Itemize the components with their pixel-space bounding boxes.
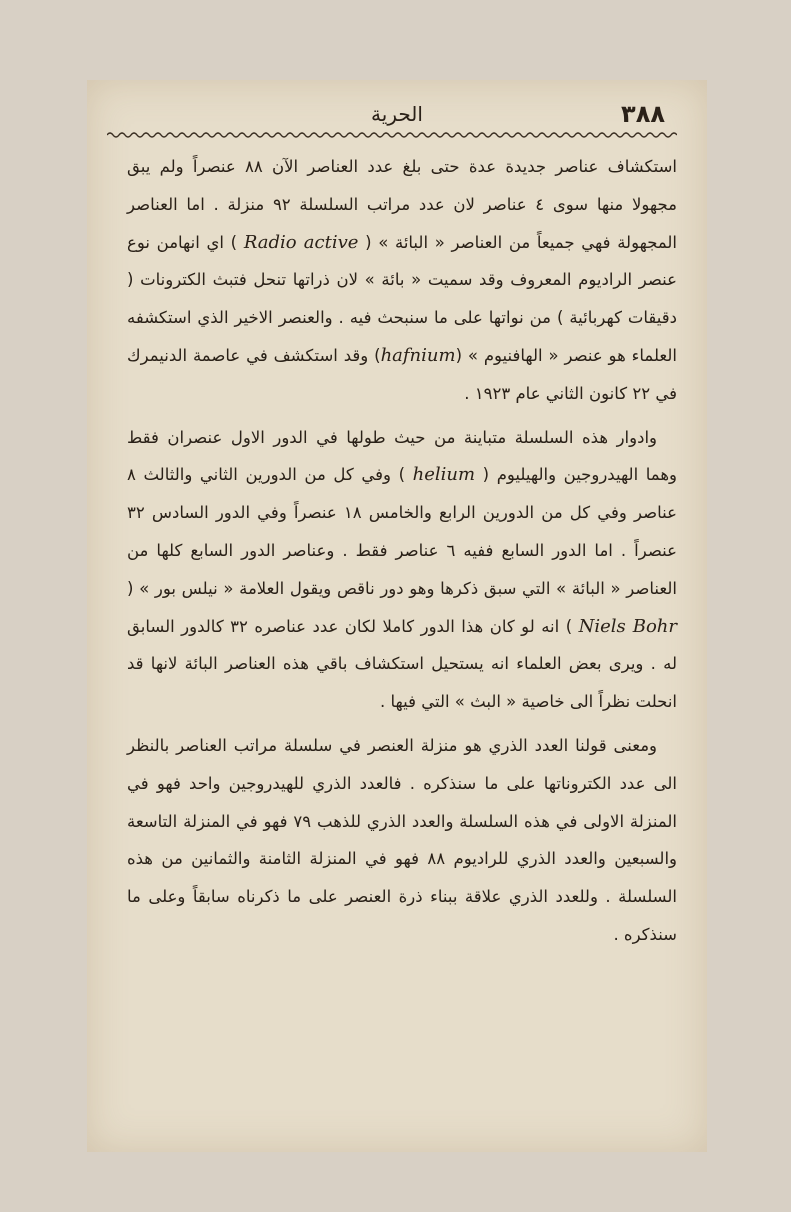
latin-term-radio-active: Radio active xyxy=(243,231,359,253)
p2-text-1: وادوار هذه السلسلة متباينة من حيث طولها في الدور الاول عنصران فقط وهما الهيدروجين والهيليوم ( xyxy=(127,427,678,485)
page-number: ٣٨٨ xyxy=(621,100,665,128)
latin-term-niels-bohr: Niels Bohr xyxy=(578,615,677,637)
book-page xyxy=(87,80,707,1152)
page-header xyxy=(117,94,677,134)
paragraph-3: ومعنى قولنا العدد الذري هو منزلة العنصر في سلسلة مراتب العناصر بالنظر الى عدد الكتروناتها على ما سنذكره . فالعدد الذري للهيدروجين واحد فهو في المنزلة الاولى في هذه السلسلة والعدد الذري للذهب ٧٩ فهو في المنزلة التاسعة والسبعين والعدد الذري للراديوم ٨٨ فهو في المنزلة الثامنة والثمانين من هذه السلسلة . وللعدد الذري علاقة ببناء ذرة العنصر على ما ذكرناه سابقاً وعلى ما سنذكره . xyxy=(127,735,677,944)
running-title: الحرية xyxy=(371,102,423,126)
latin-term-helium: helium xyxy=(412,464,476,486)
p1-text-2: ) اي انهامن نوع عنصر الراديوم المعروف وقد سميت « بائة » لان ذراتها تنحل فتبث الكترونات ( دقيقات كهربائية ) من نواتها على ما سنبحث فيه . والعنصر الاخير الذي استكشفه العلماء هو عنصر « الهافنيوم » ( xyxy=(127,232,677,365)
body-text xyxy=(127,148,677,954)
paragraph-1 xyxy=(127,148,677,413)
p1-text-1: استكشاف عناصر جديدة عدة حتى بلغ عدد العناصر الآن ٨٨ عنصراً ولم يبق مجهولا منها سوى ٤ عناصر لان عدد مراتب السلسلة ٩٢ منزلة . اما العناصر المجهولة فهي جميعاً من العناصر « البائة » ( xyxy=(127,157,678,252)
p2-text-2: ) وفي كل من الدورين الثاني والثالث ٨ عناصر وفي كل من الدورين الرابع والخامس ١٨ عنصراً وفي الدور السادس ٣٢ عنصراً . اما الدور السابع ففيه ٦ عناصر فقط . وعناصر الدور السابع كلها من العناصر « البائة » التي سبق ذكرها وهو دور ناقص ويقول العلامة « نيلس بور » ( xyxy=(127,465,677,598)
wavy-header-rule xyxy=(107,130,677,140)
p2-text-3: ) انه لو كان هذا الدور كاملا لكان عدد عناصره ٣٢ كالدور السابق له . ويرى بعض العلماء انه يستحيل استكشاف باقي هذه العناصر البائة لانها قد انحلت نظراً الى خاصية « البث » التي فيها . xyxy=(127,616,677,712)
p1-text-3: ) وقد استكشف في عاصمة الدنيمرك في ٢٢ كانون الثاني عام ١٩٢٣ . xyxy=(127,345,677,403)
latin-term-hafnium: hafnium xyxy=(380,344,456,366)
paragraph-2 xyxy=(127,419,677,721)
